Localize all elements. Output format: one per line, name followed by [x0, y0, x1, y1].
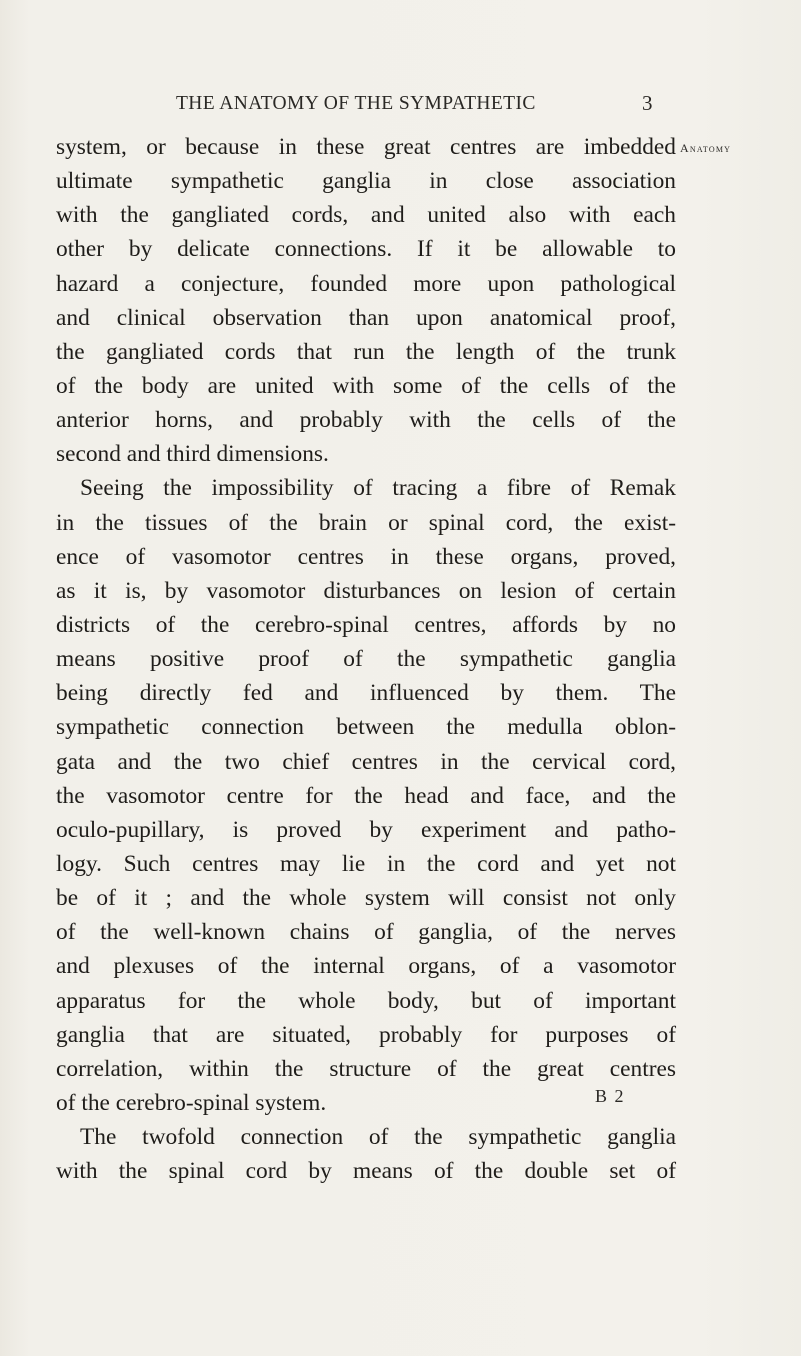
- text-line: the vasomotor centre for the head and face, and the: [56, 782, 676, 809]
- text-line: oculo-pupillary, is proved by experiment and patho-: [56, 816, 676, 843]
- text-line: being directly fed and influenced by them. The: [56, 680, 676, 707]
- text-line: sympathetic connection between the medulla oblon-: [56, 714, 676, 741]
- text-line: ultimate sympathetic ganglia in close association: [56, 168, 676, 195]
- text-line: and clinical observation than upon anatomical proof,: [56, 304, 676, 331]
- text-line: apparatus for the whole body, but of important: [56, 987, 676, 1014]
- signature-mark: B 2: [595, 1086, 626, 1106]
- text-line: Seeing the impossibility of tracing a fibre of Remak: [80, 475, 676, 502]
- text-line: ganglia that are situated, probably for purposes of: [56, 1021, 676, 1048]
- text-line: means positive proof of the sympathetic ganglia: [56, 646, 676, 673]
- text-line: gata and the two chief centres in the cervical cord,: [56, 748, 676, 775]
- text-line: ence of vasomotor centres in these organs, proved,: [56, 543, 676, 570]
- text-line: with the spinal cord by means of the double set of: [56, 1158, 676, 1185]
- page-number: 3: [642, 91, 653, 115]
- text-line: The twofold connection of the sympathetic ganglia: [80, 1124, 676, 1151]
- text-line: and plexuses of the internal organs, of a vasomotor: [56, 953, 676, 980]
- text-line: in the tissues of the brain or spinal cord, the exist-: [56, 509, 676, 536]
- text-line: the gangliated cords that run the length of the trunk: [56, 338, 676, 365]
- text-line: districts of the cerebro-spinal centres, affords by no: [56, 611, 676, 638]
- text-line: of the well-known chains of ganglia, of the nerves: [56, 919, 676, 946]
- text-line: second and third dimensions.: [56, 441, 329, 468]
- text-line: anterior horns, and probably with the cells of the: [56, 407, 676, 434]
- body-text: [56, 130, 676, 1188]
- text-line: correlation, within the structure of the great centres: [56, 1055, 676, 1082]
- text-line: as it is, by vasomotor disturbances on lesion of certain: [56, 577, 676, 604]
- text-line: of the body are united with some of the cells of the: [56, 372, 676, 399]
- text-line: logy. Such centres may lie in the cord and yet not: [56, 850, 676, 877]
- text-line: other by delicate connections. If it be allowable to: [56, 236, 676, 263]
- text-line: system, or because in these great centres are imbedded: [56, 134, 676, 160]
- text-line: be of it ; and the whole system will consist not only: [56, 885, 676, 912]
- running-head: THE ANATOMY OF THE SYMPATHETIC: [176, 93, 536, 114]
- text-line: hazard a conjecture, founded more upon pathological: [56, 270, 676, 297]
- text-line: of the cerebro-spinal system.: [56, 1089, 327, 1116]
- marginal-note: Anatomy: [680, 141, 732, 155]
- text-line: with the gangliated cords, and united also with each: [56, 202, 676, 229]
